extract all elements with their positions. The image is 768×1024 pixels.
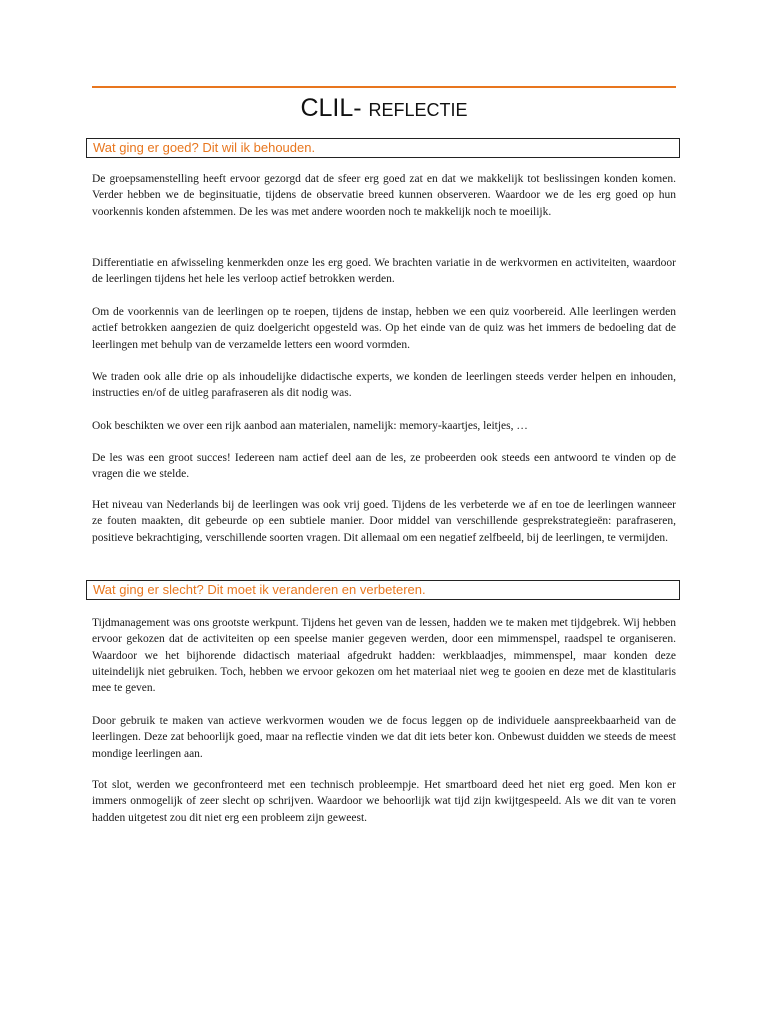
section-heading-good: Wat ging er goed? Dit wil ik behouden. xyxy=(86,138,680,158)
paragraph-good-1: De groepsamenstelling heeft ervoor gezorgd dat de sfeer erg goed zat en dat we makkelijk tot beslissingen konden komen. Verder hebben we de beginsituatie, tijdens de observatie breed kunnen observeren. Waardoor we de les erg goed op hun voorkennis konden afstemmen. De les was met andere woorden noch te makkelijk noch te moeilijk. xyxy=(92,173,676,218)
section-heading-bad: Wat ging er slecht? Dit moet ik veranderen en verbeteren. xyxy=(86,580,680,600)
paragraph-bad-1: Tijdmanagement was ons grootste werkpunt. Tijdens het geven van de lessen, hadden we te maken met tijdgebrek. Wij hebben ervoor gekozen dat de activiteiten op een speelse manier gegeven werden, door een mimmenspel, raadspel te organiseren. Waardoor we het bijhorende didactisch materiaal afgedrukt hadden: werkblaadjes, mimmenspel, maar konden deze uiteindelijk niet gebruiken. Toch, hebben we ervoor gekozen om het materiaal niet weg te gooien en deze met de klastitularis mee te geven. xyxy=(92,617,676,695)
paragraph-good-7: Het niveau van Nederlands bij de leerlingen was ook vrij goed. Tijdens de les verbeterde we af en toe de leerlingen wanneer ze fouten maakten, dit gebeurde op een subtiele manier. Door middel van verschillende gesprekstrategieën: parafraseren, positieve bekrachtiging, verschillende soorten vragen. Dit allemaal om een negatief zelfbeeld, bij de leerlingen, te vermijden. xyxy=(92,499,676,544)
title-divider xyxy=(92,86,676,88)
paragraph-good-4: We traden ook alle drie op als inhoudelijke didactische experts, we konden de leerlingen steeds verder helpen en inhouden, instructies en/of de uitleg parafraseren als dit nodig was. xyxy=(92,371,676,400)
paragraph-bad-3: Tot slot, werden we geconfronteerd met een technisch probleempje. Het smartboard deed het niet erg goed. Men kon er immers onmogelijk of zeer slecht op schrijven. Waardoor we behoorlijk wat tijd zijn kwijtgespeeld. Als we dit van te voren hadden uitgetest zou dit niet erg een probleem zijn geweest. xyxy=(92,779,676,824)
page-title-main: CLIL- xyxy=(300,94,362,122)
paragraph-good-5: Ook beschikten we over een rijk aanbod aan materialen, namelijk: memory-kaartjes, leitjes, … xyxy=(92,420,528,432)
page-title-small-caps: reflectie xyxy=(368,94,468,122)
paragraph-good-6: De les was een groot succes! Iedereen nam actief deel aan de les, ze probeerden ook steeds een antwoord te vinden op de vragen die we stelde. xyxy=(92,452,676,481)
page-title xyxy=(92,90,676,126)
paragraph-bad-2: Door gebruik te maken van actieve werkvormen wouden we de focus leggen op de individuele aanspreekbaarheid van de leerlingen. Deze zat behoorlijk goed, maar na reflectie vinden we dat dit iets beter kon. Onbewust duidden we steeds de meest mondige leerlingen aan. xyxy=(92,715,676,760)
paragraph-good-3: Om de voorkennis van de leerlingen op te roepen, tijdens de instap, hebben we een quiz voorbereid. Alle leerlingen werden actief betrokken aangezien de quiz doelgericht opgesteld was. Op het einde van de quiz was het immers de bedoeling dat de leerlingen met behulp van de verzamelde letters een woord vormden. xyxy=(92,306,676,351)
paragraph-good-2: Differentiatie en afwisseling kenmerkden onze les erg goed. We brachten variatie in de werkvormen en activiteiten, waardoor de leerlingen tijdens het hele les verloop actief betrokken werden. xyxy=(92,257,676,286)
